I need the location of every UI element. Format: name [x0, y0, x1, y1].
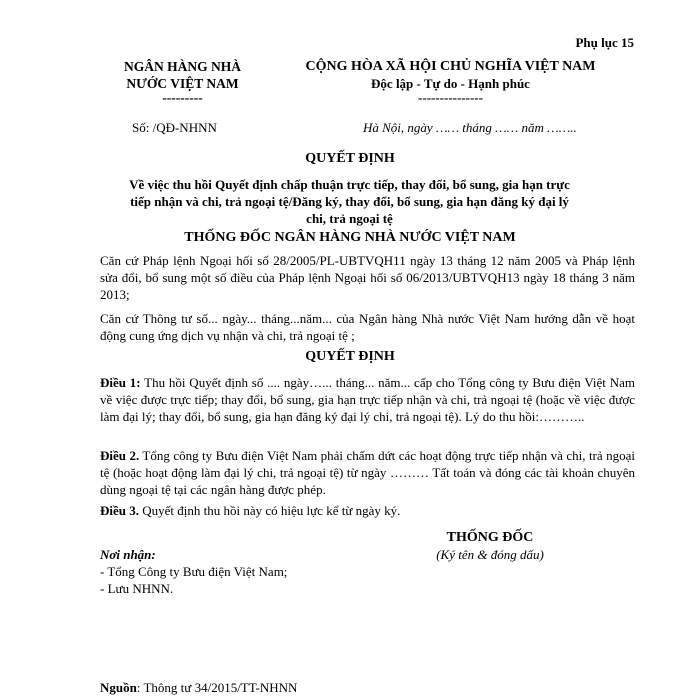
article-2-text: Tổng công ty Bưu điện Việt Nam phải chấm dứt các hoạt động trực tiếp nhận và chi, trả ngoại tệ (hoặc hoạt động làm đại lý chi, trả ngoại tệ) từ ngày ……… Tất toán và đóng các tài khoản chuyên dùng ngoại tệ tại các ngân hàng được phép. [100, 448, 635, 497]
governor-title: THỐNG ĐỐC NGÂN HÀNG NHÀ NƯỚC VIỆT NAM [184, 230, 516, 245]
issuer-line-2: NƯỚC VIỆT NAM [126, 76, 239, 91]
appendix-label: Phụ lục 15 [575, 35, 634, 50]
legal-basis-1: Căn cứ Pháp lệnh Ngoại hối số 28/2005/PL-UBTVQH11 ngày 13 tháng 12 năm 2005 và Pháp lệnh sửa đổi, bổ sung một số điều của Pháp lệnh Ngoại hối số 06/2013/UBTVQH13 ngày 18 tháng 3 năm 2013; [100, 253, 635, 302]
source-note [100, 680, 297, 696]
issuer-line-1: NGÂN HÀNG NHÀ [124, 59, 241, 74]
national-divider: --------------- [418, 90, 483, 105]
article-3-label: Điều 3. [100, 503, 139, 518]
decision-title: QUYẾT ĐỊNH [305, 151, 395, 166]
recipients-block [100, 546, 287, 597]
national-header [268, 58, 633, 104]
recipient-item: - Lưu NHNN. [100, 581, 174, 596]
decides-title: QUYẾT ĐỊNH [305, 349, 395, 364]
document-number: Số: /QĐ-NHNN [132, 120, 217, 135]
recipients-heading: Nơi nhận: [100, 547, 156, 562]
article-2-label: Điều 2. [100, 448, 140, 463]
decision-subject: Về việc thu hồi Quyết định chấp thuận trực tiếp, thay đổi, bổ sung, gia hạn trực tiếp nhận và chi, trả ngoại tệ/Đăng ký, thay đổi, bổ sung, gia hạn đăng ký đại lý chi, trả ngoại tệ [129, 177, 570, 226]
article-3 [100, 502, 635, 519]
article-3-text: Quyết định thu hồi này có hiệu lực kể từ ngày ký. [139, 503, 401, 518]
place-date: Hà Nội, ngày …… tháng …… năm …….. [363, 120, 577, 135]
source-text: : Thông tư 34/2015/TT-NHNN [136, 680, 298, 695]
article-1-label: Điều 1: [100, 375, 141, 390]
national-motto-line-1: CỘNG HÒA XÃ HỘI CHỦ NGHĨA VIỆT NAM [305, 59, 596, 74]
article-2 [100, 447, 635, 498]
article-1-text: Thu hồi Quyết định số .... ngày…... tháng... năm... cấp cho Tổng công ty Bưu điện Việt Nam về việc được trực tiếp; thay đổi, bổ sung, gia hạn trực tiếp nhận và chi, trả ngoại tệ (hoặc về việc được làm đại lý; thay đổi, bổ sung, gia hạn đăng ký đại lý chi, trả ngoại tệ). Lý do thu hồi:……….. [100, 375, 635, 424]
signature-note: (Ký tên & đóng dấu) [436, 547, 544, 562]
national-motto-line-2: Độc lập - Tự do - Hạnh phúc [371, 76, 530, 91]
issuer-divider: --------- [162, 90, 203, 105]
source-label: Nguồn [100, 680, 137, 695]
legal-basis-2: Căn cứ Thông tư số... ngày... tháng...năm... của Ngân hàng Nhà nước Việt Nam hướng dẫn về hoạt động cung ứng dịch vụ nhận và chi, trả ngoại tệ ; [100, 311, 635, 343]
signature-title: THỐNG ĐỐC [446, 530, 534, 545]
issuer-header [100, 58, 265, 104]
recipient-item: - Tổng Công ty Bưu điện Việt Nam; [100, 564, 288, 579]
article-1 [100, 374, 635, 425]
